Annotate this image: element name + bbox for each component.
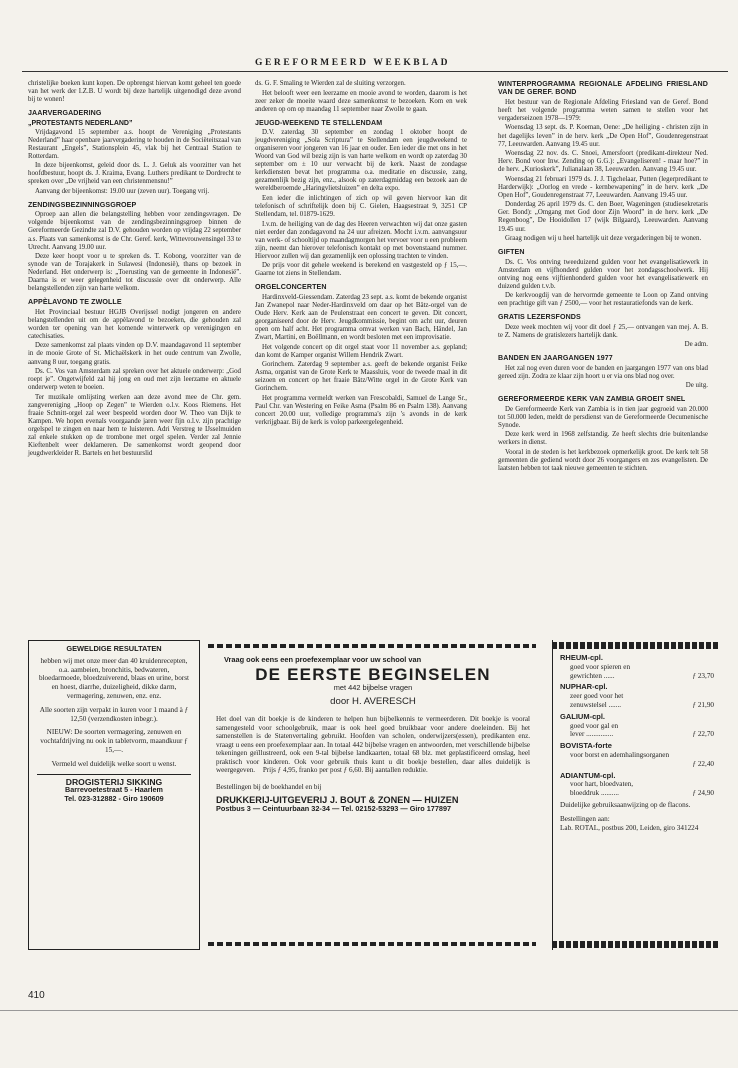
paragraph: Ds. C. Vos ontving tweeduizend gulden voor het evangelisatiewerk in Amsterdam en vijfhonderd gulden voor het zondagsschoolwerk. Hij ontving nog eens vijftienhonderd gulden voor het evangelisatiewerk en duizend gulden t.v.b. <box>498 258 708 290</box>
product-description: goed voor spieren en <box>570 662 631 671</box>
paragraph: Gorinchem. Zaterdag 9 september a.s. geeft de bekende organist Feike Asma, organist van de Grote Kerk te Maassluis, voor de tweede maal in dit seizoen en concert op het fraaie Bätz/Witte orgel in de Grote Kerk van Gorinchem. <box>255 361 467 393</box>
product-price-line <box>560 760 714 769</box>
book-subtitle: met 442 bijbelse vragen <box>333 682 413 692</box>
paragraph: Deze keer hoopt voor u te spreken ds. T. Kobong, voorzitter van de synode van de Torajakerk in Sulawesi (Indonesië), thans op bezoek in Nederland. Het onderwerp is: „Toerusting van de gemeente in Indonesië”. Daarna is er weer gelegenheid tot discussie over dit onderwerp. Alle belangstellenden zijn van harte welkom. <box>28 253 241 293</box>
section-heading: GEREFORMEERDE KERK VAN ZAMBIA GROEIT SNEL <box>498 395 686 404</box>
section-subheading: „PROTESTANTS NEDERLAND” <box>28 119 133 127</box>
product-name: BOVISTA-forte <box>560 741 612 751</box>
section-heading: ZENDINGSBEZINNINGSGROEP <box>28 200 137 209</box>
paragraph: D.V. zaterdag 30 september en zondag 1 oktober hoopt de jeugdvereniging „Sola Scriptura” te Stellendam een jeugdweekend te organiseren voor jongeren van 16 jaar en ouder. Een ieder die met ons in het Woord van God wil bezig zijn is van harte welkom en wordt op zaterdag 30 september om ± 10 uur verwacht bij de kerk. Naast de zondagse kerkdiensten bevat het programma o.a. meditatie en discussie, zang, gezamenlijk bezig zijn, enz., alsook op zaterdagmiddag een bezoek aan de wereldberoemde „Haringvlietsluizen” en delta expo. <box>255 129 467 193</box>
ad-title: GEWELDIGE RESULTATEN <box>66 644 162 653</box>
section-heading: GRATIS LEZERSFONDS <box>498 313 581 322</box>
product-description-end: bloeddruk .......... <box>570 789 619 798</box>
product-name: GALIUM-cpl. <box>560 711 605 721</box>
paragraph: Graag nodigen wij u heel hartelijk uit deze vergaderingen bij te wonen. <box>505 235 702 243</box>
advertisement-herbal <box>28 640 200 950</box>
product-description: zeer goed voor het <box>570 692 624 701</box>
paragraph: christelijke boeken kunt kopen. De opbrengst hiervan komt geheel ten goede van het werk der I.Z.B. U wordt bij deze hartelijk uitgenodigd deze avond bij te wonen! <box>28 80 241 104</box>
product-description-end: zenuwstelsel ....... <box>570 700 622 709</box>
paragraph: Deze kerk werd in 1968 zelfstandig. Ze heeft slechts drie buitenlandse werkers in dienst. <box>498 431 708 447</box>
product-description: goed voor gal en <box>570 721 619 730</box>
paragraph: Het Provinciaal bestuur HGJB Overijssel nodigt jongeren en andere belangstellenden uit om de appèlavond te bezoeken, die gehouden zal worden ter opening van het komende winterwerk op verenigingen en catechisaties. <box>28 308 241 340</box>
section-heading: APPÈLAVOND TE ZWOLLE <box>28 298 122 307</box>
product-description: voor borst en ademhalingsorganen <box>570 750 670 759</box>
paragraph: Ter muzikale omlijsting werken aan deze avond mee de Chr. gem. zangvereniging „Hoop op Zegen” te Wierden o.l.v. Koos Riemens. Het fraaie Schnitt-orgel zal weer bespeeld worden door W. Theo van Dijk te Kampen. We hopen evenals voorgaande jaren weer fijn o.l.v. zijn prachtige orgelspel te zingen en naar hem te luisteren. Adri Verstreg te IJsselmuiden zal enkele stukken op de trombone met orgel spelen. Verder zal Jennie Kieftenbelt weer deklameren. De samenkomst wordt geopend door jeugdwerkleider R. Bartels en het bestuurslid <box>28 393 241 458</box>
page-header-title: GEREFORMEERD WEEKBLAD <box>255 58 451 68</box>
publisher-address: Postbus 3 — Ceintuurbaan 32-34 — Tel. 02152-53293 — Giro 177897 <box>216 804 452 814</box>
paragraph: Deze week mochten wij voor dit doel ƒ 25,— ontvangen van mej. A. B. te Z. Namens de gratislezers hartelijk dank. <box>498 323 708 339</box>
ad-paragraph: hebben wij met onze meer dan 40 kruidenrecepten, o.a. aambeien, bronchitis, bedwateren, bloedarmoede, bloedzuiverend, blaas en urine, borst en hoest, diarrhe, duizeligheid, dikke darm, vermagering, zenuwen, enz. enz. <box>38 656 190 700</box>
paragraph: In deze bijeenkomst, geleid door ds. L. J. Geluk als voorzitter van het hoofdbestuur, hoopt ds. J. Kraima, Evang. Luthers predikant te Dordrecht te spreken over „De vrijheid van een christenmensnu!” <box>28 162 241 186</box>
paragraph: Het volgende concert op dit orgel staat voor 11 november a.s. gepland; dan komt de Kamper organist Willem Hendrik Zwart. <box>255 343 467 359</box>
product-name: RHEUM-cpl. <box>560 653 603 662</box>
paragraph: Het programma vermeldt werken van Frescobaldi, Samuel de Lange Sr., Paul Chr. van Westering en Feike Asma (Psalm 86 en Psalm 138). Aanvang concert 20.00 uur, volledige programma's zijn 's avonds in de kerk verkrijgbaar. Bij de kerk is volop parkeergelegenheid. <box>255 394 467 427</box>
section-heading: BANDEN EN JAARGANGEN 1977 <box>498 354 613 363</box>
product-price: ƒ 24,90 <box>692 789 714 798</box>
product-name: ADIANTUM-cpl. <box>560 770 616 780</box>
usage-note: Duidelijke gebruiksaanwijzing op de flacons. <box>560 800 691 809</box>
paragraph: Het belooft weer een leerzame en mooie avond te worden, daarom is het zeer zeker de moeite waard deze samenkomst te bezoeken. Kom en wek anderen op om op maandag 11 september naar Zwolle te gaan. <box>255 89 467 113</box>
paragraph: Vrijdagavond 15 september a.s. hoopt de Vereniging „Protestants Nederland” haar openbare jaarvergadering te houden in de Sociëteitszaal van Restaurant „Engels”, Stationsplein 45, vlak bij het Centraal Station te Rotterdam. <box>28 128 241 160</box>
paragraph: Het zal nog even duren voor de banden en jaargangen 1977 van ons blad gereed zijn. Zodra ze klaar zijn hoort u er via ons blad nog over. <box>498 364 708 380</box>
product-price: ƒ 22,70 <box>692 730 714 739</box>
lab-address: Lab. ROTAL, postbus 200, Leiden, giro 341224 <box>560 823 699 832</box>
paragraph: Woensdag 22 nov. ds. C. Snoei, Amersfoort (predikant-direkteur Ned. Herv. Bond voor Inw. Zending op G.G.): „Evangeliseren! - maar hoe?” in de herv. „Kurioskerk”, Julianalaan 38, Leeuwarden. Aanvang 19.45 uur. <box>498 150 708 174</box>
product-price-line <box>560 730 714 739</box>
product-name: NUPHAR-cpl. <box>560 682 608 692</box>
ad-body <box>216 715 530 775</box>
paragraph: Ds. C. Vos van Amsterdam zal spreken over het aktuele onderwerp: „God roept je”. Ongetwijfeld zal hij jong en oud met zijn leerzame en aktuele onderwerp weten te boeien. <box>28 368 241 392</box>
paragraph: Oproep aan allen die belangstelling hebben voor zendingsvragen. De volgende bijeenkomst van de zendingsbezinningsgroep binnen de Gereformeerde Gezindte zal D.V. gehouden worden op vrijdag 22 september a.s. Plaats van samenkomst is de Chr. Geref. kerk, Wittevrouwensingel 33 te Utrecht. Aanvang 19.00 uur. <box>28 211 241 251</box>
product-description: voor hart, bloedvaten, <box>570 780 634 789</box>
section-heading: JAARVERGADERING <box>28 109 102 118</box>
page-number: 410 <box>28 990 45 1001</box>
section-heading: WINTERPROGRAMMA REGIONALE AFDELING FRIESLAND VAN DE GEREF. BOND <box>498 80 708 97</box>
product-price-line <box>560 789 714 798</box>
signature: De adm. <box>684 341 708 349</box>
ad-paragraph: Alle soorten zijn verpakt in kuren voor 1 maand à ƒ 12,50 (verzendkosten inbegr.). <box>39 705 189 723</box>
paragraph: Vooral in de steden is het kerkbezoek opmerkelijk groot. De kerk telt 58 gemeenten die gediend wordt door 26 voorgangers en zes evangelisten. De laatsten hebben tot taak nieuwe gemeenten te stichten. <box>498 449 708 473</box>
column-1 <box>28 80 241 460</box>
paragraph: I.v.m. de heiliging van de dag des Heeren verwachten wij dat onze gasten niet eerder dan zondagavond na 24 uur afreizen. Mocht i.v.m. aanvangsuur van werk- of schooltijd op maandagmorgen het vervoer voor u een probleem zijn, neemt dan hierover telefonisch kontakt op met bovenstaand nummer. Hiervoor zullen wij dan gezamenlijk een oplossing trachten te vinden. <box>255 220 467 260</box>
order-line: Bestellingen bij de boekhandel en bij <box>216 782 322 791</box>
product-description-end: gewrichten ...... <box>570 671 615 680</box>
paragraph: De Gereformeerde Kerk van Zambia is in tien jaar gegroeid van 20.000 tot 50.000 leden, meldt de persdienst van de Gereformeerde Oecumenische Synode. <box>498 405 708 429</box>
header-rule <box>22 71 728 72</box>
advertisement-remedies <box>552 640 720 950</box>
shop-address: Barrevoetestraat 5 - Haarlem <box>65 785 163 795</box>
ad-paragraph: NIEUW: De soorten vermagering, zenuwen en vochtafdrijving nu ook in tabletvorm, maandkuur ƒ 15,—. <box>40 728 188 754</box>
publisher-name: DRUKKERIJ-UITGEVERIJ J. BOUT & ZONEN — HUIZEN <box>216 795 459 806</box>
book-price: Prijs ƒ 4,95, franko per post ƒ 6,60. Bij aantallen reduktie. <box>262 766 428 775</box>
paragraph: Woensdag 13 sept. ds. P. Koeman, Oene: „De heiliging - christen zijn in het dagelijks leven” in de herv. kerk „De Open Hof”, Goudenregenstraat 77, Leeuwarden. Aanvang 19.45 uur. <box>498 124 708 148</box>
section-heading: JEUGD-WEEKEND TE STELLENDAM <box>255 118 383 127</box>
product-item <box>560 772 714 798</box>
product-item <box>560 713 714 739</box>
product-item <box>560 654 714 680</box>
product-item <box>560 683 714 709</box>
book-title: DE EERSTE BEGINSELEN <box>255 664 491 684</box>
paragraph: Aanvang der bijeenkomst: 19.00 uur (zeven uur). Toegang vrij. <box>35 187 210 195</box>
decorative-bar-top <box>552 642 720 649</box>
left-border <box>552 640 553 950</box>
decorative-bar-bottom <box>552 941 720 948</box>
paragraph: ds. G. F. Smaling te Wierden zal de sluiting verzorgen. <box>255 80 406 87</box>
product-item <box>560 742 714 768</box>
page-edge <box>0 1010 738 1011</box>
ad-paragraph: Vermeld wel duidelijk welke soort u wenst. <box>51 759 177 768</box>
book-author: door H. AVERESCH <box>330 696 416 708</box>
signature: De uitg. <box>685 382 708 390</box>
product-price-line <box>560 672 714 681</box>
column-3 <box>498 80 708 475</box>
product-description-end: lever ............... <box>570 730 614 739</box>
advertisement-book <box>204 640 540 950</box>
ad-body-text: Het doel van dit boekje is de kinderen te helpen hun bijbelkennis te vermeerderen. Dit boekje is vooral samengesteld voor schoolgebruik, maar is ook heel goed bruikbaar voor andere doeleinden. Bij het samenstellen is de Statenvertaling gebruikt. Hoofden van scholen, onderwijzers(essen), predikanten enz. vraagt u eens een proefexemplaar aan. In totaal 442 bijbelse vragen en antwoorden, met verschillende bijbelse tekeningen geïllustreerd, ook een 9-tal bijbelse landkaarten, totaal 68 blz. met geplastificeerd omslag, heel praktisch voor kinderen. Ook voor gebruik thuis kunt u dit boekje bestellen, daar alles duidelijk is weergegeven. <box>216 715 530 775</box>
shop-name: DROGISTERIJ SIKKING <box>37 774 191 787</box>
dashed-border-top <box>208 644 536 648</box>
section-heading: GIFTEN <box>498 248 525 257</box>
paragraph: De kerkvoogdij van de hervormde gemeente te Loon op Zand ontving een prachtige gift van ƒ 2500,— voor het restauratiefonds van de kerk. <box>498 292 708 308</box>
paragraph: Een ieder die inlichtingen of zich op wil geven hiervoor kan dit telefonisch of schriftelijk doen bij C. Gielen, Haagsestraat 9, 3251 CP Stellendam, tel. 01879-1629. <box>255 194 467 219</box>
product-price: ƒ 23,70 <box>692 671 714 680</box>
shop-phone: Tel. 023-312882 - Giro 190609 <box>64 794 164 804</box>
product-price: ƒ 22,40 <box>692 759 714 768</box>
product-price: ƒ 21,90 <box>692 700 714 709</box>
paragraph: Woensdag 21 februari 1979 ds. J. J. Tigchelaar, Putten (legerpredikant te Harderwijk): „Oorlog en vrede - kernbewapening” in de herv. kerk „De Open Hof”, Goudenregenstraat 77, Leeuwarden. Aanvang 19.45 uur. <box>498 175 708 199</box>
column-2 <box>255 80 467 429</box>
paragraph: Hardinxveld-Giessendam. Zaterdag 23 sept. a.s. komt de bekende organist Jan Zwanepol naar Neder-Hardinxveld om daar op het Bätz-orgel van de Oude Herv. Kerk aan de Peulenstraat een concert te geven. Dit concert, georganiseerd door de Herv. Jeugdkommissie, begint om acht uur, deuren open om half acht. Het programma omvat werken van Bach, Händel, Jan Zwart, Martini, en Boëllmann, en wordt besloten met een improvisatie. <box>255 293 468 342</box>
paragraph: De prijs voor dit gehele weekend is berekend en vastgesteld op ƒ 15,—. Gaarne tot ziens in Stellendam. <box>255 262 467 278</box>
ad-question: Vraag ook eens een proefexemplaar voor uw school van <box>224 655 422 664</box>
paragraph: Het bestuur van de Regionale Afdeling Friesland van de Geref. Bond heeft het volgende programma weten samen te stellen voor het vergaderseizoen 1978—1979: <box>498 98 708 122</box>
paragraph: Deze samenkomst zal plaats vinden op D.V. maandagavond 11 september in de mooie Grote of St. Michaëlskerk in het oude centrum van Zwolle, aanvang 8 uur, toegang gratis. <box>28 342 241 366</box>
product-price-line <box>560 701 714 710</box>
order-line: Bestellingen aan: <box>560 814 610 823</box>
section-heading: ORGELCONCERTEN <box>255 283 327 292</box>
product-list <box>560 654 714 798</box>
dashed-border-bottom <box>208 942 536 946</box>
paragraph: Donderdag 26 april 1979 ds. C. den Boer, Wageningen (studiesekretaris Ger. Bond): „Omgang met God door Zijn Woord” in de herv. kerk „De Regenboog”, De Hooidollen 17 (wijk Bilgaard), Leeuwarden. Aanvang 19.45 uur. <box>498 201 708 233</box>
